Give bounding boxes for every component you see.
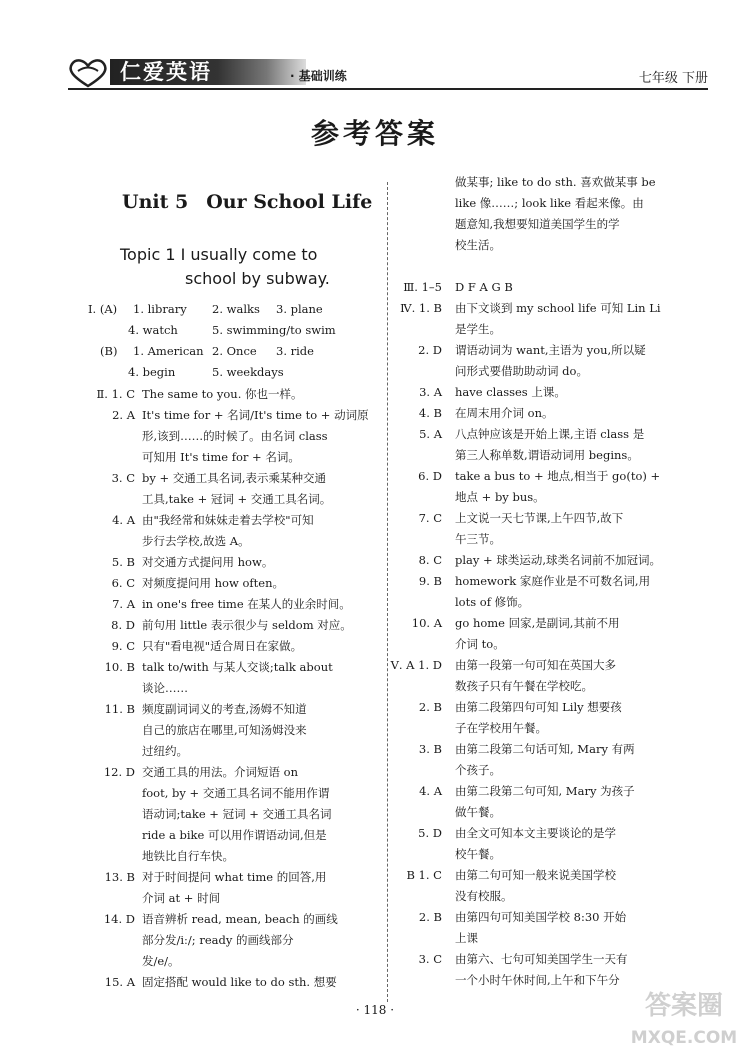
answer-line — [398, 193, 700, 214]
answer-number: 2. B — [418, 700, 442, 714]
answer-text: 由第二段第四句可知 Lily 想要孩 — [455, 700, 622, 714]
answer-text: 个孩子。 — [455, 763, 501, 777]
answer-line — [84, 636, 384, 657]
answer-text: 第三人称单数,谓语动词用 begins。 — [455, 448, 639, 462]
answer-line — [398, 424, 700, 445]
answer-text: 由第二段第二句可知, Mary 为孩子 — [455, 784, 635, 798]
answer-line — [398, 298, 700, 319]
brand-title: 仁爱英语 — [110, 59, 306, 85]
answer-text: 子在学校用午餐。 — [455, 721, 547, 735]
answer-line — [84, 426, 384, 447]
heart-logo-icon — [68, 58, 108, 88]
answer-number: 7. C — [418, 511, 442, 525]
answer-line — [84, 888, 384, 909]
answer-text: lots of 修饰。 — [455, 595, 530, 609]
answer-line — [398, 361, 700, 382]
answer-line — [398, 487, 700, 508]
series-label: · 基础训练 — [290, 69, 347, 83]
topic-heading — [120, 243, 330, 291]
answer-line — [398, 319, 700, 340]
answer-number: 4. A — [112, 513, 135, 527]
answer-text: D F A G B — [455, 280, 513, 294]
answer-line — [398, 718, 700, 739]
answer-number: 2. B — [418, 910, 442, 924]
answer-text: 前句用 little 表示很少与 seldom 对应。 — [142, 618, 352, 632]
answer-text: 上课 — [455, 931, 478, 945]
answer-line — [84, 930, 384, 951]
answer-text: 步行去学校,故选 A。 — [142, 534, 250, 548]
answer-number: 8. D — [111, 618, 135, 632]
answer-item: 5. weekdays — [212, 365, 284, 379]
watermark-line-1: 答案圈 — [644, 991, 723, 1021]
answer-item: 3. plane — [276, 302, 323, 316]
answer-text: 语音辨析 read, mean, beach 的画线 — [142, 912, 338, 926]
answer-number: 10. A — [411, 616, 442, 630]
answer-item: 1. library — [133, 302, 187, 316]
section-1-row — [88, 320, 383, 341]
answer-line — [398, 886, 700, 907]
answer-text: 校午餐。 — [455, 847, 501, 861]
answer-item: 1. American — [133, 344, 204, 358]
answer-number: 6. C — [111, 576, 135, 590]
answer-line — [398, 592, 700, 613]
answer-item: 4. begin — [128, 365, 176, 379]
answer-line — [398, 382, 700, 403]
answer-line — [84, 594, 384, 615]
section-1-a-label: Ⅰ. (A) — [88, 302, 118, 316]
answer-line — [398, 697, 700, 718]
answer-text: take a bus to + 地点,相当于 go(to) + — [455, 469, 661, 483]
answer-text: 一个小时午休时间,上午和下午分 — [455, 973, 620, 987]
answer-line — [84, 804, 384, 825]
answer-text: 问形式要借助助动词 do。 — [455, 364, 588, 378]
answer-text: 是学生。 — [455, 322, 501, 336]
answer-text: 固定搭配 would like to do sth. 想要 — [142, 975, 337, 989]
answer-number: 4. A — [419, 784, 442, 798]
answer-number: 15. A — [104, 975, 135, 989]
answer-number: Ⅳ. 1. B — [400, 301, 442, 315]
answer-text: 发/e/。 — [142, 954, 180, 968]
answer-line — [398, 928, 700, 949]
answer-text: 做某事; like to do sth. 喜欢做某事 be — [455, 175, 656, 189]
answer-text: 由下文谈到 my school life 可知 Lin Li — [455, 301, 661, 315]
answer-text: The same to you. 你也一样。 — [142, 387, 303, 401]
answer-number: 3. C — [111, 471, 135, 485]
answer-text: 部分发/iː/; ready 的画线部分 — [142, 933, 294, 947]
answer-item: 2. walks — [212, 302, 260, 316]
answer-line — [398, 823, 700, 844]
answer-line — [84, 468, 384, 489]
answer-number: 4. B — [418, 406, 442, 420]
answer-line — [398, 970, 700, 991]
answer-number: Ⅱ. 1. C — [96, 387, 135, 401]
answer-text: 对频度提问用 how often。 — [142, 576, 284, 590]
answer-line — [84, 720, 384, 741]
answer-text: ride a bike 可以用作谓语动词,但是 — [142, 828, 327, 842]
answer-line — [84, 657, 384, 678]
answer-line — [398, 907, 700, 928]
answer-line — [84, 972, 384, 993]
answer-text: 介词 at + 时间 — [142, 891, 221, 905]
page-header — [68, 52, 708, 96]
answer-text: 题意知,我想要知道美国学生的学 — [455, 217, 620, 231]
answer-number: 11. B — [104, 702, 135, 716]
answer-text: 由第六、七句可知美国学生一天有 — [455, 952, 628, 966]
answer-text: by + 交通工具名词,表示乘某种交通 — [142, 471, 326, 485]
right-answer-column — [390, 172, 700, 991]
answer-text: 数孩子只有午餐在学校吃。 — [455, 679, 593, 693]
answer-text: 由第二段第二句话可知, Mary 有两 — [455, 742, 635, 756]
answer-line — [398, 172, 700, 193]
answer-text: 交通工具的用法。介词短语 on — [142, 765, 298, 779]
answer-line — [398, 256, 700, 277]
answer-line — [398, 676, 700, 697]
answer-line — [398, 802, 700, 823]
answer-line — [398, 508, 700, 529]
answer-number: 7. A — [112, 597, 135, 611]
page-number: · 118 · — [355, 1003, 395, 1017]
answer-text: 工具,take + 冠词 + 交通工具名词。 — [142, 492, 332, 506]
answer-number: 2. D — [418, 343, 442, 357]
answer-line — [398, 277, 700, 298]
answer-text: 八点钟应该是开始上课,主语 class 是 — [455, 427, 645, 441]
section-1-b-label: (B) — [100, 344, 118, 358]
answer-text: like 像……; look like 看起来像。由 — [455, 196, 644, 210]
answer-line — [398, 949, 700, 970]
answer-text: 语动词;take + 冠词 + 交通工具名词 — [142, 807, 332, 821]
answer-item: 3. ride — [276, 344, 314, 358]
watermark-line-2: MXQE.COM — [630, 1028, 738, 1048]
answer-number: 12. D — [103, 765, 135, 779]
answer-line — [398, 466, 700, 487]
answer-text: 谈论…… — [142, 681, 188, 695]
answer-text: 只有"看电视"适合周日在家做。 — [142, 639, 303, 653]
answer-line — [398, 340, 700, 361]
answer-number: 3. A — [419, 385, 442, 399]
answer-text: 在周末用介词 on。 — [455, 406, 554, 420]
answer-number: 8. C — [418, 553, 442, 567]
answer-text: 午三节。 — [455, 532, 501, 546]
answer-text: 形,该到……的时候了。由名词 class — [142, 429, 328, 443]
answer-number: 14. D — [103, 912, 135, 926]
answer-line — [398, 214, 700, 235]
answer-number: 3. B — [418, 742, 442, 756]
answer-number: B 1. C — [406, 868, 442, 882]
answer-text: 自己的旅店在哪里,可知汤姆没来 — [142, 723, 307, 737]
answer-line — [84, 762, 384, 783]
answer-line — [84, 741, 384, 762]
answer-line — [390, 655, 700, 676]
unit-heading — [122, 191, 372, 213]
answer-text: go home 回家,是副词,其前不用 — [455, 616, 620, 630]
answer-line — [84, 699, 384, 720]
answer-text: foot, by + 交通工具名词不能用作谓 — [142, 786, 330, 800]
answer-line — [84, 615, 384, 636]
answer-number: 13. B — [104, 870, 135, 884]
header-rule — [68, 88, 708, 90]
answer-line — [398, 760, 700, 781]
answer-line — [398, 865, 700, 886]
answer-text: 校生活。 — [455, 238, 501, 252]
column-divider — [387, 182, 388, 1002]
section-1-row — [88, 362, 383, 383]
answer-text: 过纽约。 — [142, 744, 188, 758]
answer-line — [398, 739, 700, 760]
answer-text: 频度副词词义的考查,汤姆不知道 — [142, 702, 307, 716]
answer-line — [398, 634, 700, 655]
answer-line — [84, 783, 384, 804]
answer-number: 10. B — [104, 660, 135, 674]
topic-line-2: school by subway. — [185, 269, 330, 288]
answer-number: 9. C — [111, 639, 135, 653]
answer-item: 2. Once — [212, 344, 257, 358]
answer-number: 9. B — [418, 574, 442, 588]
answer-number: 6. D — [418, 469, 442, 483]
answer-line — [398, 403, 700, 424]
answer-line — [84, 510, 384, 531]
answer-text: 地铁比自行车快。 — [142, 849, 234, 863]
section-1-row — [88, 299, 383, 320]
answer-number: 2. A — [112, 408, 135, 422]
answer-line — [84, 825, 384, 846]
answer-text: 地点 + by bus。 — [455, 490, 545, 504]
answer-line — [398, 844, 700, 865]
grade-label: 七年级 下册 — [638, 71, 708, 86]
answer-line — [84, 909, 384, 930]
answer-item: 5. swimming/to swim — [212, 323, 336, 337]
answer-line — [84, 846, 384, 867]
answer-line — [398, 571, 700, 592]
answer-line — [398, 613, 700, 634]
answer-text: 做午餐。 — [455, 805, 501, 819]
answer-number: Ⅴ. A 1. D — [390, 658, 442, 672]
answer-text: It's time for + 名词/It's time to + 动词原 — [142, 408, 369, 422]
left-answer-column — [84, 384, 384, 993]
answer-line — [398, 445, 700, 466]
answer-text: 由第一段第一句可知在英国大多 — [455, 658, 616, 672]
answer-line — [84, 678, 384, 699]
answer-line — [84, 573, 384, 594]
answer-number: 5. B — [111, 555, 135, 569]
answer-text: homework 家庭作业是不可数名词,用 — [455, 574, 651, 588]
answer-line — [84, 405, 384, 426]
answer-text: 对于时间提问 what time 的回答,用 — [142, 870, 327, 884]
unit-name: Our School Life — [206, 191, 373, 213]
answer-number: 3. C — [418, 952, 442, 966]
answer-text: 对交通方式提问用 how。 — [142, 555, 274, 569]
answer-text: 可知用 It's time for + 名词。 — [142, 450, 300, 464]
watermark — [622, 990, 746, 1060]
answer-text: 上文说一天七节课,上午四节,故下 — [455, 511, 624, 525]
answer-text: 由全文可知本文主要谈论的是学 — [455, 826, 616, 840]
answer-line — [84, 867, 384, 888]
answer-text: talk to/with 与某人交谈;talk about — [142, 660, 333, 674]
section-1-row — [88, 341, 383, 362]
answer-text: in one's free time 在某人的业余时间。 — [142, 597, 351, 611]
answer-line — [398, 235, 700, 256]
answer-text: play + 球类运动,球类名词前不加冠词。 — [455, 553, 661, 567]
answer-line — [84, 552, 384, 573]
answer-line — [84, 384, 384, 405]
answer-line — [398, 550, 700, 571]
answer-line — [84, 951, 384, 972]
answer-line — [84, 531, 384, 552]
answer-text: 谓语动词为 want,主语为 you,所以疑 — [455, 343, 646, 357]
unit-number: Unit 5 — [122, 191, 189, 213]
section-1-block — [88, 299, 383, 383]
answer-number: 5. D — [418, 826, 442, 840]
answer-line — [84, 447, 384, 468]
answer-line — [84, 489, 384, 510]
topic-line-1: Topic 1 I usually come to — [120, 245, 318, 264]
answer-text: 由第四句可知美国学校 8:30 开始 — [455, 910, 627, 924]
answer-text: have classes 上课。 — [455, 385, 566, 399]
answer-line — [398, 529, 700, 550]
answer-number: 5. A — [419, 427, 442, 441]
answer-text: 由第二句可知一般来说美国学校 — [455, 868, 616, 882]
page-title: 参考答案 — [310, 117, 439, 150]
answer-text: 由"我经常和妹妹走着去学校"可知 — [142, 513, 314, 527]
answer-number: Ⅲ. 1–5 — [403, 280, 442, 294]
answer-item: 4. watch — [128, 323, 178, 337]
answer-text: 介词 to。 — [455, 637, 505, 651]
answer-text: 没有校服。 — [455, 889, 513, 903]
answer-line — [398, 781, 700, 802]
